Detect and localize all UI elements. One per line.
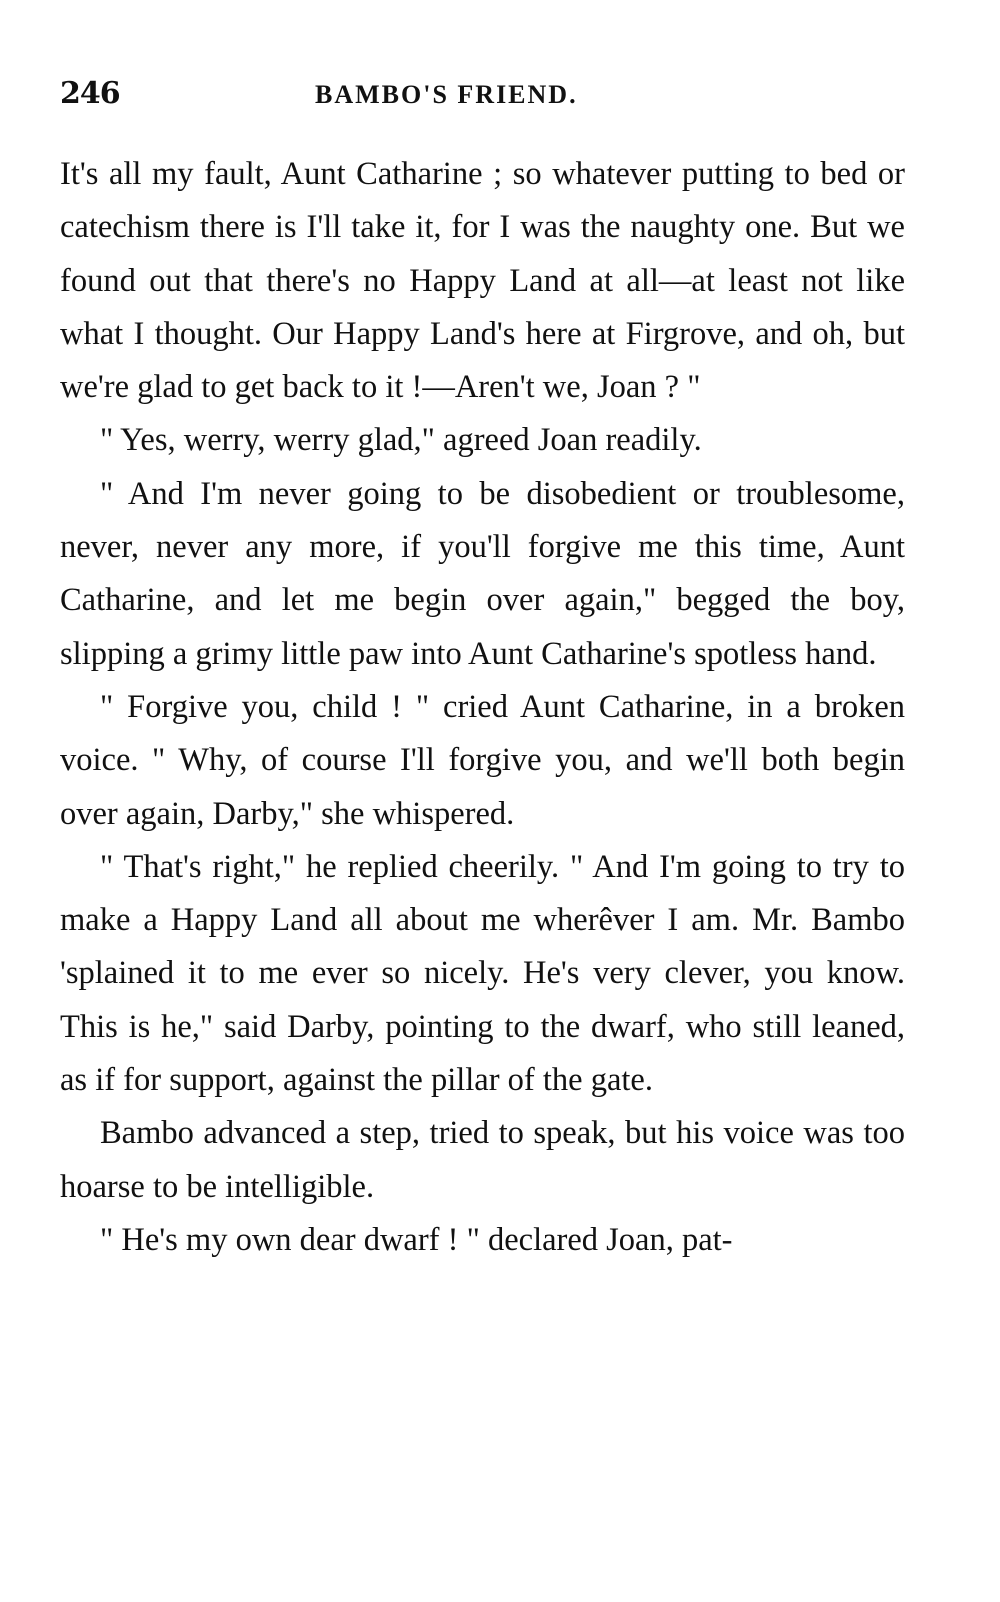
paragraph-happy-land: " That's right," he replied cheerily. " And I'm going to try to make a Happy Land all about me wherêver I am. Mr. Bambo 'splained it to me ever so nicely. He's very clever, you know. This is he," said Darby, pointing to the dwarf, who still leaned, as if for support, against the pillar of the gate.: [60, 848, 905, 1099]
paragraph-continuation: It's all my fault, Aunt Catharine ; so whatever putting to bed or catechism there is I'll take it, for I was the naughty one. But we found out that there's no Happy Land at all—at least not like what I thought. Our Happy Land's here at Firgrove, and oh, but we're glad to get back to it !—Aren't we, Joan ? ": [60, 156, 905, 406]
paragraph-bambo: Bambo advanced a step, tried to speak, but his voice was too hoarse to be intelligible.: [60, 1115, 905, 1205]
page-header: [60, 60, 905, 120]
paragraph-darby-plea: " And I'm never going to be disobedient or troublesome, never, never any more, if you'll forgive me this time, Aunt Catharine, and let me begin over again," begged the boy, slipping a grimy little paw into Aunt Catharine's spotless hand.: [60, 475, 905, 672]
paragraph-forgive: " Forgive you, child ! " cried Aunt Catharine, in a broken voice. " Why, of course I'll forgive you, and we'll both begin over again, Darby," she whispered.: [60, 688, 905, 832]
book-page: [60, 60, 905, 1258]
running-title: BAMBO'S FRIEND.: [315, 80, 578, 109]
paragraph-joan-reply: " Yes, werry, werry glad," agreed Joan readily.: [100, 422, 702, 459]
page-number: 246: [60, 76, 120, 111]
body-text: [60, 148, 905, 1267]
paragraph-joan-dwarf: " He's my own dear dwarf ! " declared Joan, pat-: [100, 1221, 733, 1258]
